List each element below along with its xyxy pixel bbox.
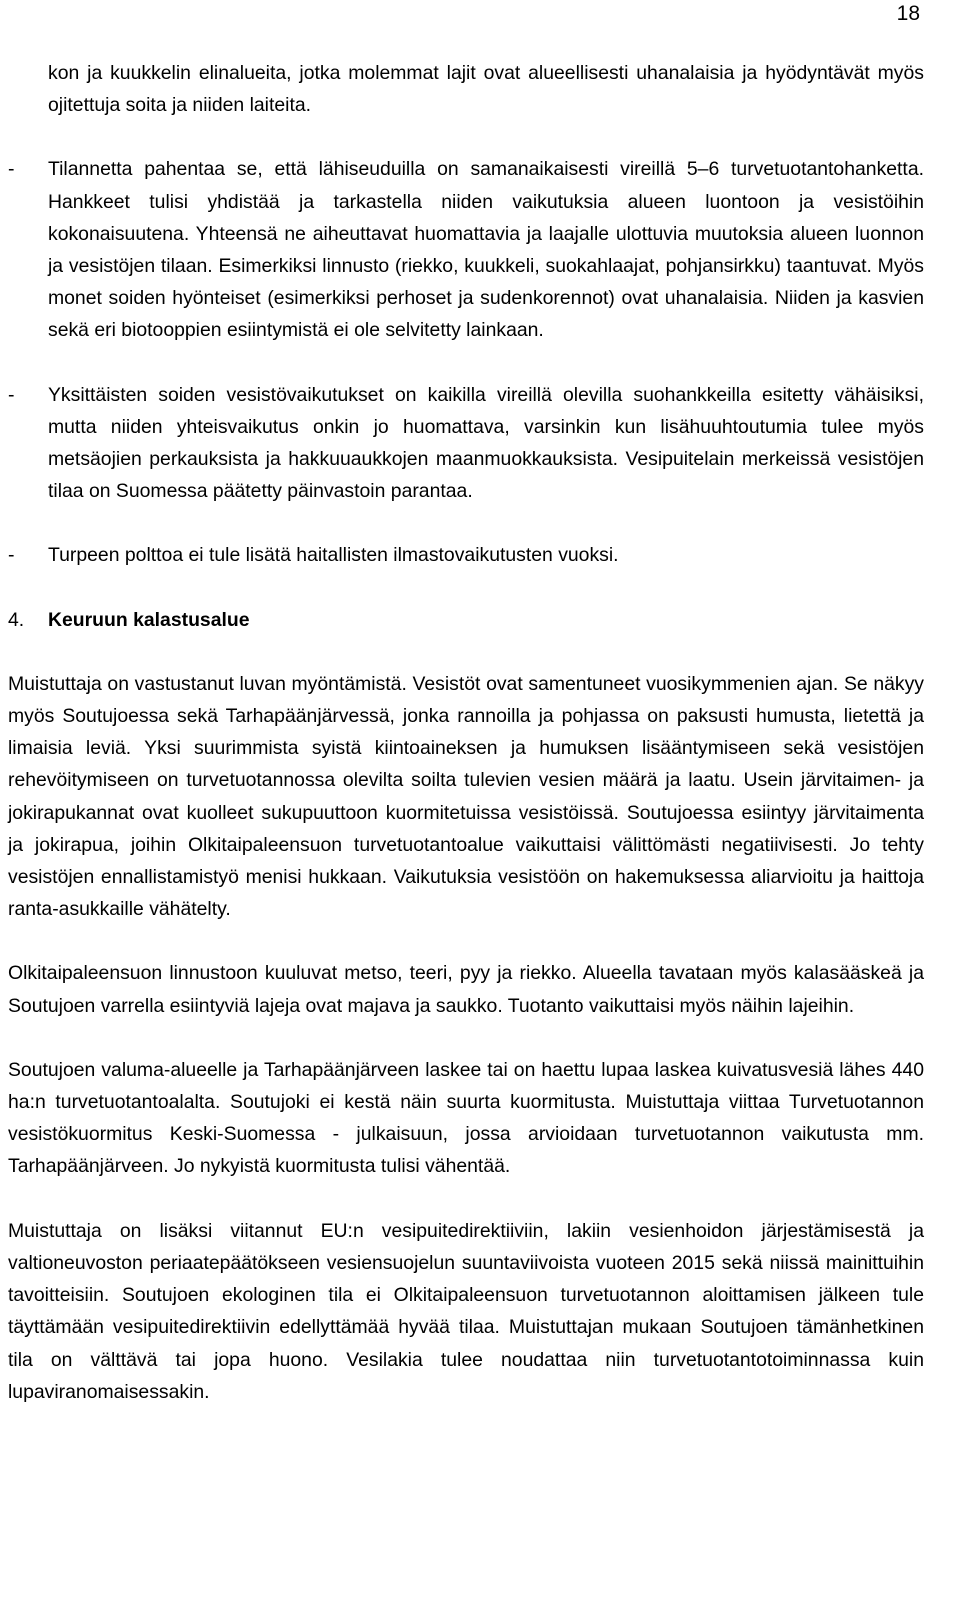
bullet-item [8, 379, 924, 508]
section-number: 4. [8, 608, 25, 631]
paragraph: Muistuttaja on vastustanut luvan myöntämistä. Vesistöt ovat samentuneet vuosikymmenien ajan. Se näkyy myös Soutujoessa sekä Tarhapäänjärvessä, jonka rannoilla ja pohjassa on paksusti humusta, lietettä ja limaisia leviä. Yksi suurimmista syistä kiintoaineksen ja humuksen lisääntymiseen sekä vesistöjen rehevöitymiseen on turvetuotannossa olevilta soilta tulevien vesien määrä ja laatu. Usein järvitaimen- ja jokirapukannat ovat kuolleet sukupuuttoon kuormitetuissa vesistöissä. Soutujoessa esiintyy järvitaimenta ja jokirapua, joihin Olkitaipaleensuon turvetuotantoalue vaikuttaisi välittömästi negatiivisesti. Jo tehty vesistöjen ennallistamistyö menisi hukkaan. Vaikutuksia vesistöön on hakemuksessa aliarvioitu ja haittoja ranta-asukkaille vähätelty. [8, 672, 924, 921]
paragraph: Soutujoen valuma-alueelle ja Tarhapäänjärveen laskee tai on haettu lupaa laskea kuivatusvesiä lähes 440 ha:n turvetuotantoalalta. Soutujoki ei kestä näin suurta kuormitusta. Muistuttaja viittaa Turvetuotannon vesistökuormitus Keski-Suomessa - julkaisuun, jossa arvioidaan turvetuotannon vaikutusta mm. Tarhapäänjärveen. Jo nykyistä kuormitusta tulisi vähentää. [8, 1058, 924, 1178]
bullet-text: Tilannetta pahentaa se, että lähiseuduilla on samanaikaisesti vireillä 5–6 turvetuotantohanketta. Hankkeet tulisi yhdistää ja tarkastella niiden vaikutuksia alueen luontoon ja vesistöihin kokonaisuutena. Yhteensä ne aiheuttavat huomattavia ja laajalle ulottuvia muutoksia alueen luonnon ja vesistöjen tilaan. Esimerkiksi linnusto (riekko, kuukkeli, suokahlaajat, pohjansirkku) taantuvat. Myös monet soiden hyönteiset (esimerkiksi perhoset ja sudenkorennot) ovat uhanalaisia. Niiden ja kasvien sekä eri biotooppien esiintymistä ei ole selvitetty lainkaan. [48, 158, 924, 342]
paragraph: Olkitaipaleensuon linnustoon kuuluvat metso, teeri, pyy ja riekko. Alueella tavataan myös kalasääskeä ja Soutujoen varrella esiintyviä lajeja ovat majava ja saukko. Tuotanto vaikuttaisi myös näihin lajeihin. [8, 962, 924, 1017]
bullet-marker: - [8, 383, 15, 406]
document-body [8, 57, 924, 1408]
bullet-text: Turpeen polttoa ei tule lisätä haitallisten ilmastovaikutusten vuoksi. [48, 544, 619, 567]
paragraph: Muistuttaja on lisäksi viitannut EU:n vesipuitedirektiiviin, lakiin vesienhoidon järjestämisestä ja valtioneuvoston periaatepäätökseen vesiensuojelun suuntaviivoista vuoteen 2015 sekä niissä mainittuihin tavoitteisiin. Soutujoen ekologinen tila ei Olkitaipaleensuon turvetuotannon aloittamisen jälkeen tule täyttämään vesipuitedirektiivin edellyttämää hyvää tilaa. Muistuttajan mukaan Soutujoen tämänhetkinen tila on välttävä tai jopa huono. Vesilakia tulee noudattaa niin turvetuotantotoiminnassa kuin lupaviranomaisessakin. [8, 1219, 924, 1403]
section-heading [8, 604, 924, 636]
section-title: Keuruun kalastusalue [48, 608, 250, 631]
bullet-marker: - [8, 158, 15, 181]
bullet-marker: - [8, 544, 15, 567]
bullet-text: Yksittäisten soiden vesistövaikutukset on kaikilla vireillä olevilla suohankkeilla esitetty vähäisiksi, mutta niiden yhteisvaikutus onkin jo huomattava, varsinkin kun lisähuuhtoutumia tulee myös metsäojien perkauksista ja hakkuuaukkojen maanmuokkauksista. Vesipuitelain merkeissä vesistöjen tilaa on Suomessa päätetty päinvastoin parantaa. [48, 383, 924, 503]
bullet-item [8, 153, 924, 346]
page-number: 18 [896, 2, 920, 25]
bullet-item [8, 539, 924, 571]
paragraph-continuation: kon ja kuukkelin elinalueita, jotka molemmat lajit ovat alueellisesti uhanalaisia ja hyödyntävät myös ojitettuja soita ja niiden laiteita. [48, 62, 924, 117]
